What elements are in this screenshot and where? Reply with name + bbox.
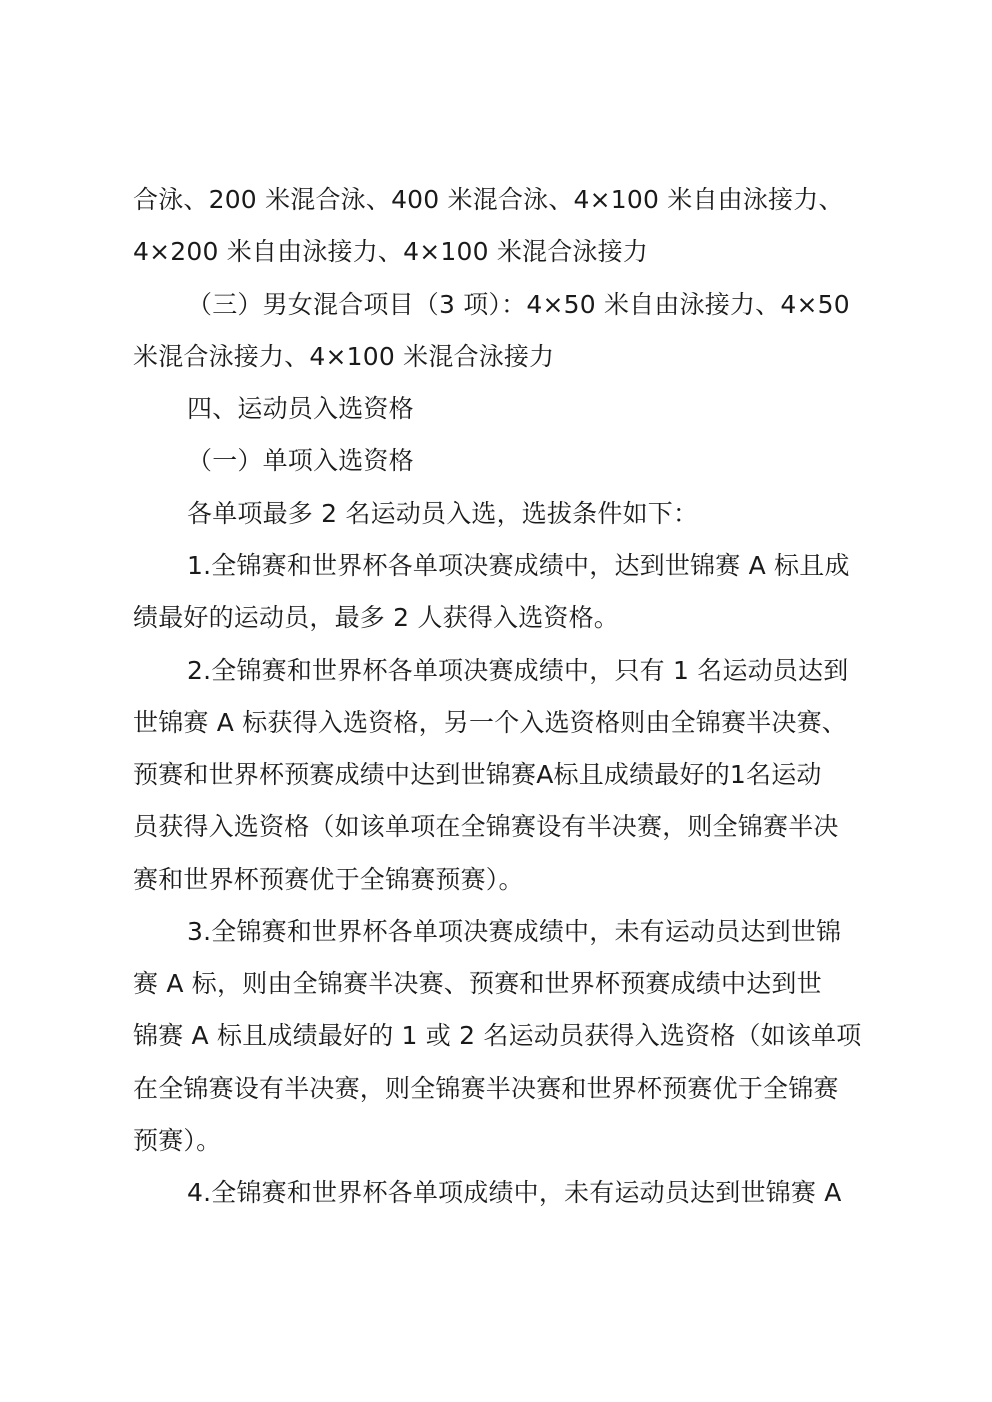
- paragraph-start: 3.全锦赛和世界杯各单项决赛成绩中，未有运动员达到世锦: [187, 917, 842, 946]
- text-line: 世锦赛 A 标获得入选资格，另一个入选资格则由全锦赛半决赛、: [133, 708, 847, 737]
- section-heading: 四、运动员入选资格: [187, 394, 414, 423]
- section-heading: （一）单项入选资格: [187, 446, 414, 475]
- text-line: 赛和世界杯预赛优于全锦赛预赛）。: [133, 865, 524, 894]
- paragraph-start: 2.全锦赛和世界杯各单项决赛成绩中，只有 1 名运动员达到: [187, 656, 849, 685]
- text-line: 绩最好的运动员，最多 2 人获得入选资格。: [133, 603, 620, 632]
- text-line: 合泳、200 米混合泳、400 米混合泳、4×100 米自由泳接力、: [133, 185, 844, 214]
- text-line: 员获得入选资格（如该单项在全锦赛设有半决赛，则全锦赛半决: [133, 812, 839, 841]
- paragraph-start: 各单项最多 2 名运动员入选，选拔条件如下：: [187, 499, 699, 528]
- text-line: 4×200 米自由泳接力、4×100 米混合泳接力: [133, 237, 649, 266]
- text-line: 赛 A 标，则由全锦赛半决赛、预赛和世界杯预赛成绩中达到世: [133, 969, 822, 998]
- paragraph-start: 4.全锦赛和世界杯各单项成绩中，未有运动员达到世锦赛 A: [187, 1178, 842, 1207]
- text-line: 预赛）。: [133, 1126, 222, 1155]
- paragraph-start: 1.全锦赛和世界杯各单项决赛成绩中，达到世锦赛 A 标且成: [187, 551, 850, 580]
- text-line: 米混合泳接力、4×100 米混合泳接力: [133, 342, 555, 371]
- text-line: 在全锦赛设有半决赛，则全锦赛半决赛和世界杯预赛优于全锦赛: [133, 1074, 839, 1103]
- text-line: 锦赛 A 标且成绩最好的 1 或 2 名运动员获得入选资格（如该单项: [133, 1021, 862, 1050]
- text-line: 预赛和世界杯预赛成绩中达到世锦赛A标且成绩最好的1名运动: [133, 760, 822, 789]
- section-heading: （三）男女混合项目（3 项）：4×50 米自由泳接力、4×50: [187, 290, 850, 319]
